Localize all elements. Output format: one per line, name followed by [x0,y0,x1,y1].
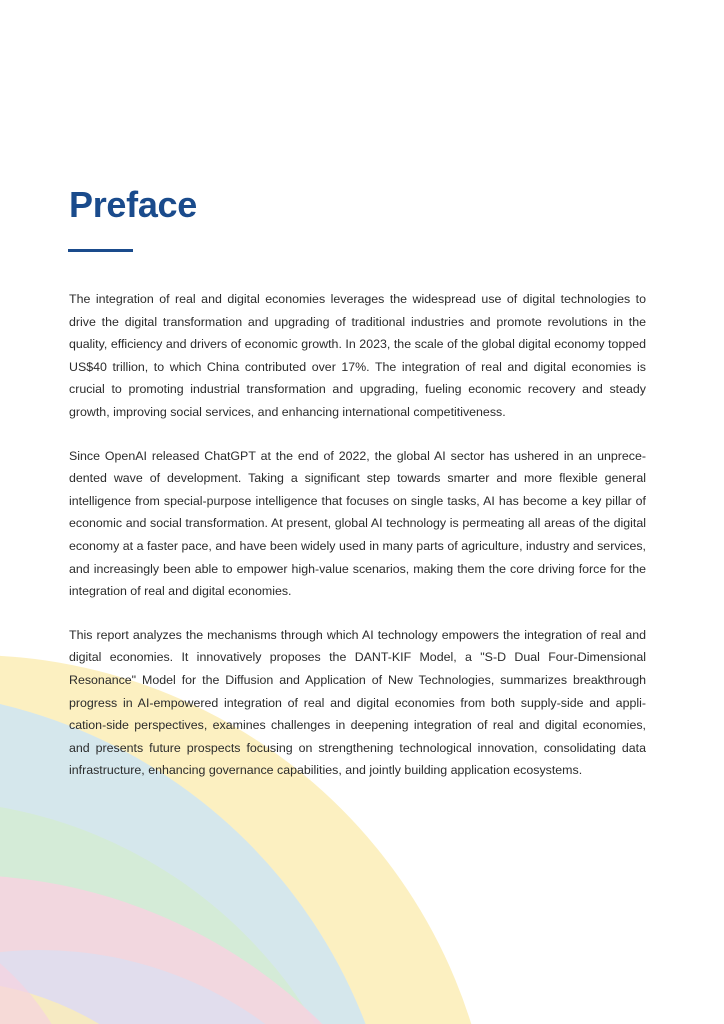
title-underline [68,249,133,252]
page-title: Preface [69,184,197,225]
preface-body [69,288,646,803]
paragraph-2: Since OpenAI released ChatGPT at the end of 2022, the global AI sector has ushered in an unprecedented wave of development. Taking a significant step towards smarter and more flexible general intelligence from special-purpose intelligence that focuses on single tasks, AI has become a key pillar of economic and social transformation. At present, global AI technology is permeating all areas of the digital economy at a faster pace, and have been widely used in many parts of agriculture, industry and services, and increasingly been able to empower high-value scenarios, making them the core driving force for the integration of real and digital economies. [69,448,646,599]
paragraph-3: This report analyzes the mechanisms through which AI technology empowers the integration of real and digital economies. It innovatively proposes the DANT-KIF Model, a "S-D Dual Four-Dimensional Resonance" Model for the Diffusion and Application of New Technologies, summarizes breakthrough progress in AI-empowered integration of real and digital economies from both supply-side and application-side perspectives, examines challenges in deepening integration of real and digital economies, and presents future prospects focusing on strengthening technological innovation, consolidating data infrastructure, enhancing governance capabilities, and jointly building application ecosystems. [69,627,646,778]
paragraph-1: The integration of real and digital economies leverages the widespread use of digital technologies to drive the digital transformation and upgrading of traditional industries and promote revolutions in the quality, efficiency and drivers of economic growth. In 2023, the scale of the global digital economy topped US$40 trillion, to which China contributed over 17%. The integration of real and digital economies is crucial to promoting industrial transformation and upgrading, fueling economic recovery and steady growth, improving social services, and enhancing international competitiveness. [69,292,646,419]
